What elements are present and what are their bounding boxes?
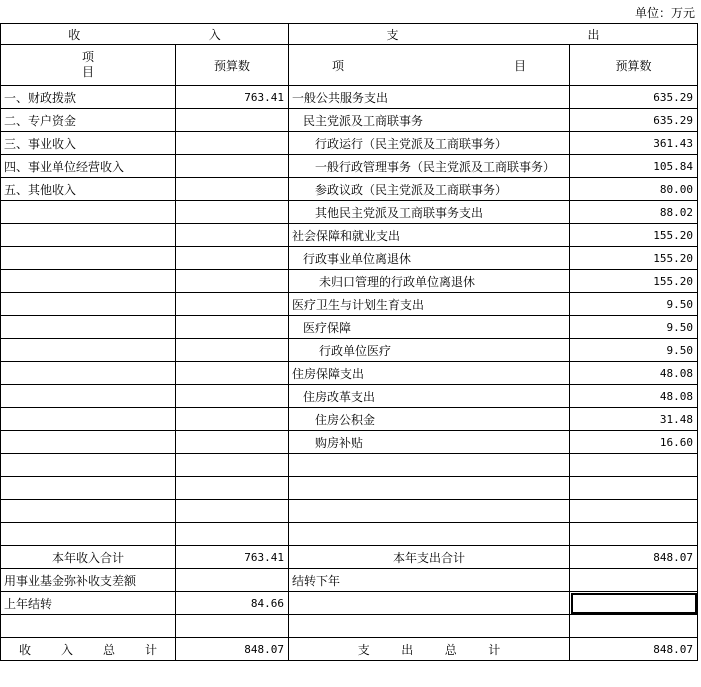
expense-item-cell[interactable]: 参政议政（民主党派及工商联事务） (289, 178, 570, 201)
empty-cell[interactable] (289, 592, 570, 615)
income-value-cell[interactable] (176, 431, 289, 454)
table-row (1, 224, 698, 247)
expense-value-cell[interactable]: 48.08 (570, 362, 698, 385)
table-row (1, 86, 698, 109)
expense-total-label (289, 638, 570, 661)
empty-cell[interactable] (1, 615, 176, 638)
income-value-cell[interactable] (176, 270, 289, 293)
income-item-cell[interactable] (1, 477, 176, 500)
income-value-cell[interactable] (176, 454, 289, 477)
table-row (1, 132, 698, 155)
total-char: 支 (357, 642, 370, 657)
income-item-cell[interactable] (1, 201, 176, 224)
table-row (1, 408, 698, 431)
expense-item-cell[interactable]: 未归口管理的行政单位离退休 (289, 270, 570, 293)
table-row (1, 201, 698, 224)
income-item-cell[interactable]: 四、事业单位经营收入 (1, 155, 176, 178)
selected-cell[interactable] (570, 592, 698, 615)
year-income-label: 本年收入合计 (1, 546, 176, 569)
expense-value-cell[interactable]: 361.43 (570, 132, 698, 155)
income-value-cell[interactable] (176, 500, 289, 523)
income-item-cell[interactable] (1, 339, 176, 362)
income-item-cell[interactable] (1, 523, 176, 546)
unit-label: 单位：万元 (634, 6, 695, 20)
income-value-cell[interactable] (176, 247, 289, 270)
prev-carry-value[interactable]: 84.66 (176, 592, 289, 615)
expense-item-cell[interactable] (289, 454, 570, 477)
expense-value-cell[interactable]: 155.20 (570, 224, 698, 247)
carry-next-label: 结转下年 (289, 569, 570, 592)
income-header-char: 入 (208, 27, 221, 42)
carry-next-value[interactable] (570, 569, 698, 592)
table-row (1, 316, 698, 339)
income-value-cell[interactable] (176, 201, 289, 224)
income-value-cell[interactable] (176, 132, 289, 155)
expense-value-cell[interactable]: 80.00 (570, 178, 698, 201)
expense-total-value[interactable]: 848.07 (570, 638, 698, 661)
income-header (1, 24, 289, 45)
header-row-1 (1, 24, 698, 45)
expense-value-cell[interactable] (570, 477, 698, 500)
income-value-cell[interactable] (176, 224, 289, 247)
income-budget-header: 预算数 (176, 45, 289, 86)
table-row (1, 339, 698, 362)
expense-item-cell[interactable]: 购房补贴 (289, 431, 570, 454)
expense-item-cell[interactable]: 社会保障和就业支出 (289, 224, 570, 247)
income-item-cell[interactable] (1, 270, 176, 293)
table-row (1, 500, 698, 523)
expense-header-char: 支 (386, 27, 399, 42)
table-row (1, 178, 698, 201)
year-expense-label: 本年支出合计 (289, 546, 570, 569)
fund-fill-label: 用事业基金弥补收支差额 (1, 569, 176, 592)
table-row (1, 454, 698, 477)
total-row (1, 615, 698, 638)
total-row (1, 546, 698, 569)
expense-value-cell[interactable]: 9.50 (570, 339, 698, 362)
table-row (1, 477, 698, 500)
header-row-2 (1, 45, 698, 86)
total-row (1, 638, 698, 661)
income-value-cell[interactable]: 763.41 (176, 86, 289, 109)
income-item-cell[interactable] (1, 408, 176, 431)
expense-item-cell[interactable]: 一般行政管理事务（民主党派及工商联事务） (289, 155, 570, 178)
income-value-cell[interactable] (176, 109, 289, 132)
income-item-cell[interactable] (1, 293, 176, 316)
expense-value-cell[interactable]: 635.29 (570, 109, 698, 132)
expense-budget-header: 预算数 (570, 45, 698, 86)
expense-item-cell[interactable] (289, 523, 570, 546)
table-row (1, 247, 698, 270)
expense-value-cell[interactable] (570, 500, 698, 523)
item-header-char: 项 (81, 50, 94, 64)
empty-cell[interactable] (176, 615, 289, 638)
expense-item-cell[interactable]: 一般公共服务支出 (289, 86, 570, 109)
year-income-value[interactable]: 763.41 (176, 546, 289, 569)
expense-value-cell[interactable]: 48.08 (570, 385, 698, 408)
income-total-label (1, 638, 176, 661)
income-item-header (1, 45, 176, 86)
income-item-cell[interactable]: 二、专户资金 (1, 109, 176, 132)
expense-value-cell[interactable]: 9.50 (570, 316, 698, 339)
income-value-cell[interactable] (176, 155, 289, 178)
income-value-cell[interactable] (176, 339, 289, 362)
expense-item-cell[interactable]: 民主党派及工商联事务 (289, 109, 570, 132)
expense-value-cell[interactable]: 635.29 (570, 86, 698, 109)
expense-value-cell[interactable]: 105.84 (570, 155, 698, 178)
income-value-cell[interactable] (176, 178, 289, 201)
expense-item-cell[interactable]: 行政运行（民主党派及工商联事务） (289, 132, 570, 155)
income-value-cell[interactable] (176, 477, 289, 500)
income-header-char: 收 (68, 27, 81, 42)
income-value-cell[interactable] (176, 362, 289, 385)
expense-value-cell[interactable]: 88.02 (570, 201, 698, 224)
expense-item-cell[interactable]: 住房保障支出 (289, 362, 570, 385)
expense-item-cell[interactable]: 其他民主党派及工商联事务支出 (289, 201, 570, 224)
expense-item-cell[interactable] (289, 477, 570, 500)
item-header-char: 项 (332, 58, 345, 73)
expense-item-cell[interactable]: 行政事业单位离退休 (289, 247, 570, 270)
income-item-cell[interactable] (1, 385, 176, 408)
table-row (1, 270, 698, 293)
total-row (1, 569, 698, 592)
expense-item-cell[interactable]: 医疗保障 (289, 316, 570, 339)
expense-value-cell[interactable] (570, 523, 698, 546)
expense-item-cell[interactable] (289, 500, 570, 523)
expense-item-cell[interactable]: 住房改革支出 (289, 385, 570, 408)
total-char: 计 (144, 642, 157, 657)
total-char: 收 (18, 642, 31, 657)
expense-item-cell[interactable]: 行政单位医疗 (289, 339, 570, 362)
income-value-cell[interactable] (176, 316, 289, 339)
income-item-cell[interactable] (1, 247, 176, 270)
empty-cell[interactable] (289, 615, 570, 638)
income-value-cell[interactable] (176, 523, 289, 546)
table-row (1, 155, 698, 178)
expense-item-header (289, 45, 570, 86)
budget-table (0, 23, 698, 661)
income-item-cell[interactable] (1, 362, 176, 385)
income-value-cell[interactable] (176, 408, 289, 431)
income-value-cell[interactable] (176, 293, 289, 316)
total-char: 入 (60, 642, 73, 657)
total-row (1, 592, 698, 615)
table-row (1, 523, 698, 546)
total-char: 总 (444, 642, 457, 657)
expense-value-cell[interactable]: 9.50 (570, 293, 698, 316)
table-row (1, 385, 698, 408)
item-header-char: 目 (81, 65, 94, 79)
income-value-cell[interactable] (176, 385, 289, 408)
table-row (1, 293, 698, 316)
income-item-cell[interactable] (1, 454, 176, 477)
income-item-cell[interactable]: 一、财政拨款 (1, 86, 176, 109)
total-char: 总 (102, 642, 115, 657)
income-item-cell[interactable] (1, 224, 176, 247)
year-expense-value[interactable]: 848.07 (570, 546, 698, 569)
income-item-cell[interactable] (1, 316, 176, 339)
expense-value-cell[interactable] (570, 454, 698, 477)
table-row (1, 109, 698, 132)
fund-fill-value[interactable] (176, 569, 289, 592)
table-row (1, 431, 698, 454)
income-item-cell[interactable] (1, 431, 176, 454)
table-row (1, 362, 698, 385)
income-item-cell[interactable]: 五、其他收入 (1, 178, 176, 201)
total-char: 计 (488, 642, 501, 657)
total-char: 出 (401, 642, 414, 657)
expense-item-cell[interactable]: 医疗卫生与计划生育支出 (289, 293, 570, 316)
income-total-value[interactable]: 848.07 (176, 638, 289, 661)
expense-header (289, 24, 698, 45)
expense-value-cell[interactable]: 16.60 (570, 431, 698, 454)
income-item-cell[interactable]: 三、事业收入 (1, 132, 176, 155)
expense-header-char: 出 (587, 27, 600, 42)
expense-item-cell[interactable]: 住房公积金 (289, 408, 570, 431)
expense-value-cell[interactable]: 155.20 (570, 270, 698, 293)
prev-carry-label: 上年结转 (1, 592, 176, 615)
expense-value-cell[interactable]: 155.20 (570, 247, 698, 270)
empty-cell[interactable] (570, 615, 698, 638)
expense-value-cell[interactable]: 31.48 (570, 408, 698, 431)
income-item-cell[interactable] (1, 500, 176, 523)
item-header-char: 目 (513, 58, 526, 73)
